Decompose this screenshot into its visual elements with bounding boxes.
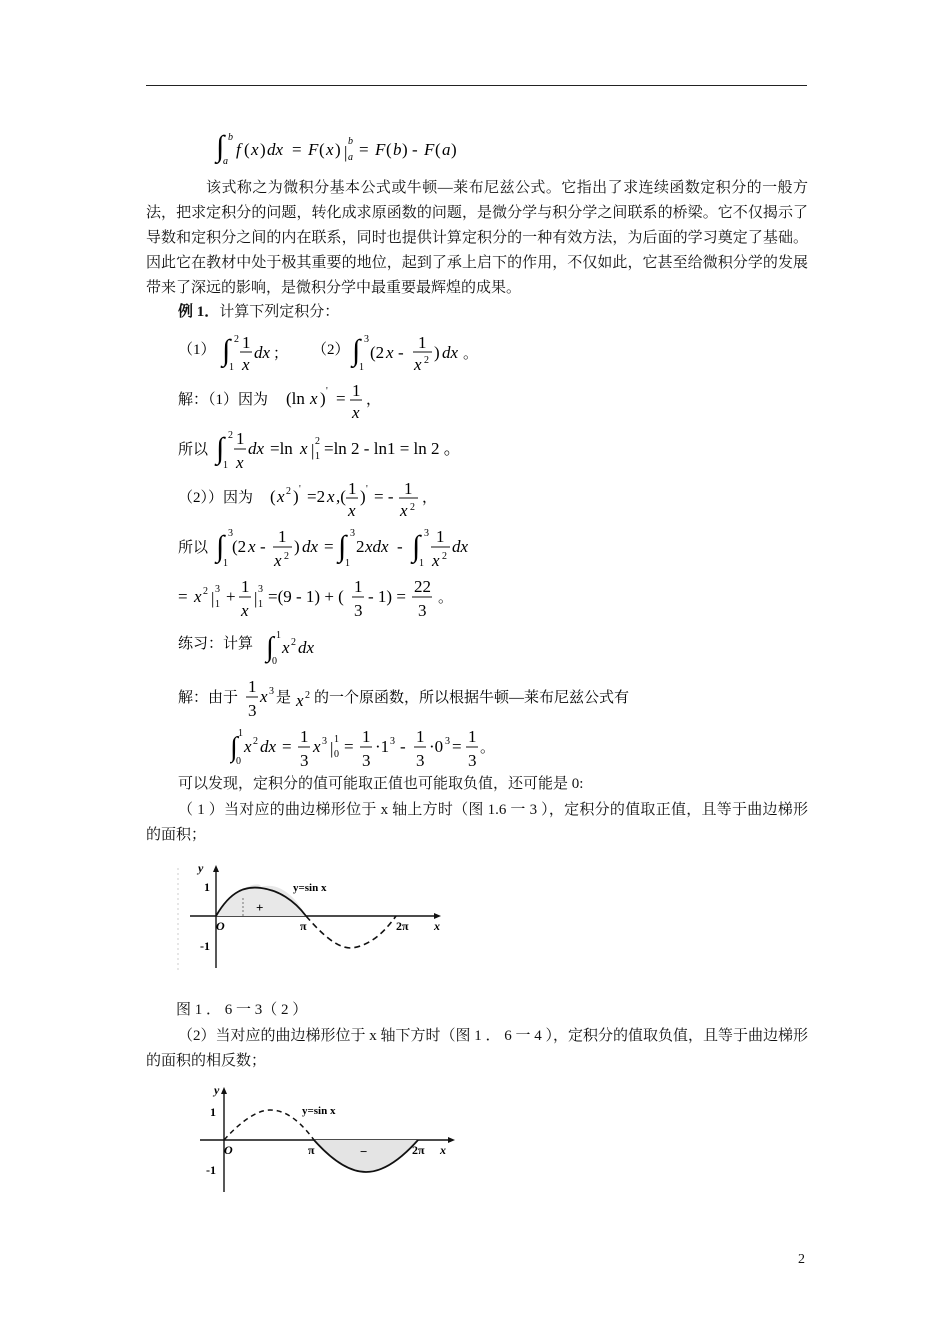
- svg-text:,(: ,(: [336, 487, 346, 506]
- svg-text:1: 1: [229, 362, 234, 373]
- svg-text:，: ，: [422, 490, 438, 506]
- svg-text:1: 1: [334, 734, 339, 745]
- svg-text:x: x: [194, 587, 202, 606]
- svg-text:-: -: [397, 537, 403, 556]
- svg-text:1: 1: [300, 727, 309, 746]
- svg-text:=ln: =ln: [270, 439, 293, 458]
- svg-text:=: =: [178, 587, 188, 606]
- svg-text:b: b: [393, 140, 402, 159]
- svg-text:): ): [360, 487, 366, 506]
- svg-text:x: x: [242, 355, 250, 374]
- svg-text:': ': [326, 386, 328, 397]
- svg-text:x: x: [236, 453, 244, 472]
- svg-text:3: 3: [322, 736, 327, 747]
- fig1-y-arrow: [213, 865, 219, 872]
- svg-text:|: |: [211, 589, 215, 608]
- svg-text:': ': [366, 484, 368, 495]
- item2-end: 。: [463, 346, 479, 362]
- svg-text:x: x: [248, 537, 256, 556]
- formula-main-svg: [214, 128, 514, 168]
- svg-text:x: x: [352, 403, 360, 422]
- svg-text:1: 1: [223, 460, 228, 471]
- svg-text:x: x: [400, 501, 408, 520]
- svg-text:3: 3: [215, 584, 220, 595]
- svg-text:x: x: [260, 687, 268, 706]
- fig1-label-one: 1: [204, 880, 210, 894]
- svg-text:dx: dx: [442, 343, 459, 362]
- svg-text:1: 1: [241, 577, 250, 596]
- fig2-y-label: y: [214, 1083, 220, 1097]
- figure-1-caption: 图 1 ． 6 一 3（ 2 ）: [176, 1002, 308, 1018]
- fig1-origin: O: [216, 919, 225, 933]
- svg-text:。: 。: [438, 590, 454, 606]
- svg-text:∫: ∫: [216, 130, 225, 163]
- svg-text:=: =: [336, 389, 346, 408]
- example-items-svg: [178, 328, 498, 378]
- svg-text:3: 3: [350, 528, 355, 539]
- svg-text:dx: dx: [452, 537, 469, 556]
- solution-1-line: [178, 378, 438, 429]
- solution-2-expand: [178, 522, 498, 577]
- svg-text:0: 0: [272, 656, 277, 667]
- svg-text:x: x: [244, 737, 252, 756]
- solution-1-svg: [178, 378, 438, 424]
- svg-text:。: 。: [480, 740, 496, 756]
- case-2-text: （2）当对应的曲边梯形位于 x 轴下方时（图 1 ． 6 一 4 ），定积分的值取负值，且等于曲边梯形的面积的相反数；: [146, 1028, 809, 1069]
- svg-text:): ): [434, 343, 440, 362]
- svg-text:1: 1: [419, 558, 424, 569]
- svg-text:2: 2: [203, 586, 208, 597]
- solution-2-result: [178, 572, 478, 627]
- example-items: [178, 328, 498, 383]
- svg-text:b: b: [228, 132, 233, 143]
- svg-text:1: 1: [418, 333, 427, 352]
- svg-text:F: F: [424, 140, 435, 159]
- svg-text:1: 1: [215, 599, 220, 610]
- svg-text:(: (: [386, 140, 392, 159]
- solution-2-label: （2））因为: [178, 490, 254, 506]
- svg-text:∫: ∫: [338, 530, 347, 563]
- svg-text:3: 3: [418, 601, 427, 620]
- svg-text:dx: dx: [248, 439, 265, 458]
- svg-text:|: |: [311, 441, 315, 460]
- svg-text:x: x: [348, 501, 356, 520]
- fig1-two-pi: 2π: [396, 919, 409, 933]
- svg-text:x: x: [432, 551, 440, 570]
- paragraph-sign-note: 可以发现，定积分的值可能取正值也可能取负值，还可能是 0:: [178, 776, 584, 792]
- fig1-x-label: x: [434, 919, 440, 933]
- svg-text:x: x: [313, 737, 321, 756]
- svg-text:1: 1: [352, 381, 361, 400]
- svg-text:): ): [294, 537, 300, 556]
- svg-text:): ): [335, 140, 341, 159]
- svg-text:=: =: [452, 737, 462, 756]
- svg-text:-: -: [412, 140, 418, 159]
- fig1-label-neg-one: -1: [200, 939, 210, 953]
- svg-text:∫: ∫: [230, 732, 238, 763]
- svg-text:1: 1: [278, 527, 287, 546]
- svg-text:a: a: [348, 152, 353, 163]
- svg-text:3: 3: [390, 736, 395, 747]
- item1-sep: ；: [273, 346, 289, 362]
- svg-text:): ): [293, 487, 299, 506]
- svg-text:3: 3: [258, 584, 263, 595]
- svg-text:=: =: [282, 737, 292, 756]
- svg-text:=: =: [359, 140, 369, 159]
- svg-text:∫: ∫: [216, 432, 225, 465]
- exercise-solution-svg: [178, 674, 738, 724]
- svg-text:dx: dx: [298, 638, 315, 657]
- item1-label: （1）: [178, 342, 216, 358]
- svg-text:x: x: [296, 691, 304, 710]
- fig2-y-arrow: [221, 1087, 227, 1094]
- svg-text:∫: ∫: [266, 632, 274, 663]
- svg-text:=ln 2 - ln1 = ln 2 。: =ln 2 - ln1 = ln 2 。: [324, 439, 461, 458]
- svg-text:F: F: [375, 140, 386, 159]
- svg-text:·0: ·0: [429, 737, 444, 756]
- svg-text:22: 22: [414, 577, 431, 596]
- svg-text:1: 1: [223, 558, 228, 569]
- svg-text:1: 1: [468, 727, 477, 746]
- svg-text:2: 2: [291, 637, 296, 648]
- solution-2-result-svg: [178, 572, 478, 622]
- solution-2-expand-svg: [178, 522, 498, 572]
- fig2-x-arrow: [448, 1137, 455, 1143]
- figure-2: [198, 1082, 468, 1207]
- svg-text:3: 3: [300, 751, 309, 770]
- svg-text:2: 2: [286, 486, 291, 497]
- svg-text:3: 3: [364, 334, 369, 345]
- exercise-sol-prefix: 解：由于: [178, 690, 239, 706]
- svg-text:2: 2: [305, 690, 310, 701]
- svg-text:1: 1: [242, 333, 251, 352]
- svg-text:|: |: [330, 739, 334, 758]
- header-rule: [146, 85, 807, 86]
- svg-text:(: (: [244, 140, 250, 159]
- fig2-label-neg-one: -1: [206, 1163, 216, 1177]
- svg-text:): ): [320, 389, 326, 408]
- solution-1-result-svg: [178, 424, 498, 474]
- svg-text:3: 3: [416, 751, 425, 770]
- svg-text:xdx: xdx: [365, 537, 389, 556]
- svg-text:x: x: [282, 638, 290, 657]
- fig1-sine-dashed: [306, 916, 396, 948]
- svg-text:1: 1: [359, 362, 364, 373]
- figure-1: [176, 858, 446, 983]
- page-number: 2: [798, 1252, 805, 1267]
- svg-text:dx: dx: [260, 737, 277, 756]
- svg-text:): ): [402, 140, 408, 159]
- svg-text:dx: dx: [254, 343, 271, 362]
- svg-text:(ln: (ln: [286, 389, 305, 408]
- solution-1-label: 解：（1）因为: [178, 392, 269, 408]
- svg-text:3: 3: [424, 528, 429, 539]
- solution-1-result: [178, 424, 498, 479]
- svg-text:F: F: [308, 140, 319, 159]
- svg-text:3: 3: [354, 601, 363, 620]
- svg-text:3: 3: [362, 751, 371, 770]
- exercise-svg: [178, 626, 378, 670]
- svg-text:x: x: [277, 487, 285, 506]
- svg-text:x: x: [386, 343, 394, 362]
- fig2-sine-dashed: [224, 1110, 314, 1140]
- svg-text:x: x: [310, 389, 318, 408]
- svg-text:(2: (2: [232, 537, 247, 556]
- svg-text:x: x: [241, 601, 249, 620]
- svg-text:x: x: [326, 140, 334, 159]
- svg-text:b: b: [348, 136, 353, 147]
- figure-1-svg: [176, 858, 446, 978]
- svg-text:3: 3: [445, 736, 450, 747]
- svg-text:1: 1: [238, 728, 243, 739]
- svg-text:=(9 - 1) + (: =(9 - 1) + (: [268, 587, 344, 606]
- svg-text:1: 1: [436, 527, 445, 546]
- svg-text:0: 0: [236, 756, 241, 767]
- svg-text:2: 2: [315, 436, 320, 447]
- case-1-text: （ 1 ）当对应的曲边梯形位于 x 轴上方时（图 1.6 一 3 ），定积分的值取正值，且等于曲边梯形的面积；: [146, 802, 808, 843]
- svg-text:，: ，: [366, 392, 382, 408]
- svg-text:1: 1: [248, 677, 257, 696]
- svg-text:∫: ∫: [412, 530, 421, 563]
- svg-text:1: 1: [354, 577, 363, 596]
- svg-text:x: x: [251, 140, 259, 159]
- item2-label: （2）: [312, 342, 350, 358]
- fig2-func-label: y=sin x: [302, 1105, 336, 1117]
- example-heading: [178, 300, 339, 321]
- figure-2-svg: [198, 1082, 468, 1202]
- svg-text:): ): [260, 140, 266, 159]
- svg-text:2: 2: [424, 355, 429, 366]
- svg-text:x: x: [414, 355, 422, 374]
- exercise-solution-line: [178, 674, 738, 729]
- svg-text:=: =: [344, 737, 354, 756]
- svg-text:+: +: [226, 587, 236, 606]
- svg-text:3: 3: [228, 528, 233, 539]
- solution-2-svg: [178, 474, 478, 524]
- fig2-minus: −: [360, 1144, 368, 1159]
- svg-text:(: (: [270, 487, 276, 506]
- svg-text:1: 1: [404, 479, 413, 498]
- paragraph-newton-leibniz: 该式称之为微积分基本公式或牛顿—莱布尼兹公式。它指出了求连续函数定积分的一般方法，把求定积分的问题，转化成求原函数的问题，是微分学与积分学之间联系的桥梁。它不仅揭示了导数和定积分之间的内在联系，同时也提供计算定积分的一种有效方法，为后面的学习奠定了基础。因此它在教材中处于极其重要的地位，起到了承上启下的作用，不仅如此，它甚至给微积分学的发展带来了深远的影响，是微积分学中最重要最辉煌的成果。: [146, 180, 808, 296]
- example-text: 计算下列定积分：: [219, 304, 340, 320]
- svg-text:dx: dx: [267, 140, 284, 159]
- svg-text:-: -: [260, 537, 266, 556]
- fig2-origin: O: [224, 1143, 233, 1157]
- svg-text:∫: ∫: [216, 530, 225, 563]
- exercise-computation-svg: [230, 722, 500, 772]
- svg-text:∫: ∫: [352, 334, 361, 367]
- svg-text:1: 1: [236, 429, 245, 448]
- fig2-pi: π: [308, 1143, 315, 1157]
- svg-text:0: 0: [334, 749, 339, 760]
- svg-text:=: =: [292, 140, 302, 159]
- svg-text:|: |: [254, 589, 258, 608]
- svg-text:1: 1: [258, 599, 263, 610]
- solution-2-line: [178, 474, 478, 529]
- svg-text:x: x: [327, 487, 335, 506]
- svg-text:1: 1: [276, 630, 281, 641]
- svg-text:= -: = -: [374, 487, 394, 506]
- svg-text:': ': [299, 484, 301, 495]
- svg-text:1: 1: [416, 727, 425, 746]
- svg-text:=2: =2: [307, 487, 326, 506]
- exercise-computation: [230, 722, 500, 777]
- svg-text:1: 1: [345, 558, 350, 569]
- svg-text:- 1) =: - 1) =: [368, 587, 406, 606]
- svg-text:∫: ∫: [222, 334, 231, 367]
- svg-text:-: -: [398, 343, 404, 362]
- exercise-sol-suffix: 的一个原函数，所以根据牛顿—莱布尼兹公式有: [314, 690, 630, 706]
- svg-text:2: 2: [253, 736, 258, 747]
- fig2-x-label: x: [440, 1143, 446, 1157]
- svg-text:3: 3: [269, 686, 274, 697]
- svg-text:(: (: [435, 140, 441, 159]
- svg-text:): ): [451, 140, 457, 159]
- svg-text:1: 1: [348, 479, 357, 498]
- svg-text:a: a: [442, 140, 451, 159]
- svg-text:2: 2: [234, 334, 239, 345]
- exercise-label: 练习：计算: [178, 636, 254, 652]
- svg-text:f: f: [236, 140, 241, 159]
- svg-text:=: =: [324, 537, 334, 556]
- fig1-y-label: y: [198, 861, 204, 875]
- svg-text:dx: dx: [302, 537, 319, 556]
- solution-2-so: 所以: [178, 540, 209, 556]
- svg-text:-: -: [400, 737, 406, 756]
- fig2-label-one: 1: [210, 1105, 216, 1119]
- svg-text:a: a: [223, 156, 228, 167]
- svg-text:1: 1: [362, 727, 371, 746]
- svg-text:(: (: [319, 140, 325, 159]
- svg-text:1: 1: [315, 451, 320, 462]
- svg-text:(2: (2: [370, 343, 385, 362]
- fig1-plus: +: [256, 900, 264, 915]
- svg-text:x: x: [300, 439, 308, 458]
- exercise-line: [178, 626, 378, 675]
- svg-text:2: 2: [228, 430, 233, 441]
- example-label: 例 1．: [178, 304, 220, 320]
- svg-text:x: x: [274, 551, 282, 570]
- fig2-two-pi: 2π: [412, 1143, 425, 1157]
- svg-text:3: 3: [248, 701, 257, 720]
- exercise-sol-mid: 是: [276, 690, 292, 706]
- svg-text:2: 2: [442, 551, 447, 562]
- newton-leibniz-formula: [214, 128, 514, 173]
- svg-text:|: |: [344, 143, 348, 162]
- svg-text:2: 2: [410, 502, 415, 513]
- fig1-pi: π: [300, 919, 307, 933]
- solution-1-so: 所以: [178, 442, 209, 458]
- svg-text:2: 2: [356, 537, 365, 556]
- fig1-func-label: y=sin x: [293, 882, 327, 894]
- svg-text:·1: ·1: [375, 737, 390, 756]
- svg-text:3: 3: [468, 751, 477, 770]
- svg-text:2: 2: [284, 551, 289, 562]
